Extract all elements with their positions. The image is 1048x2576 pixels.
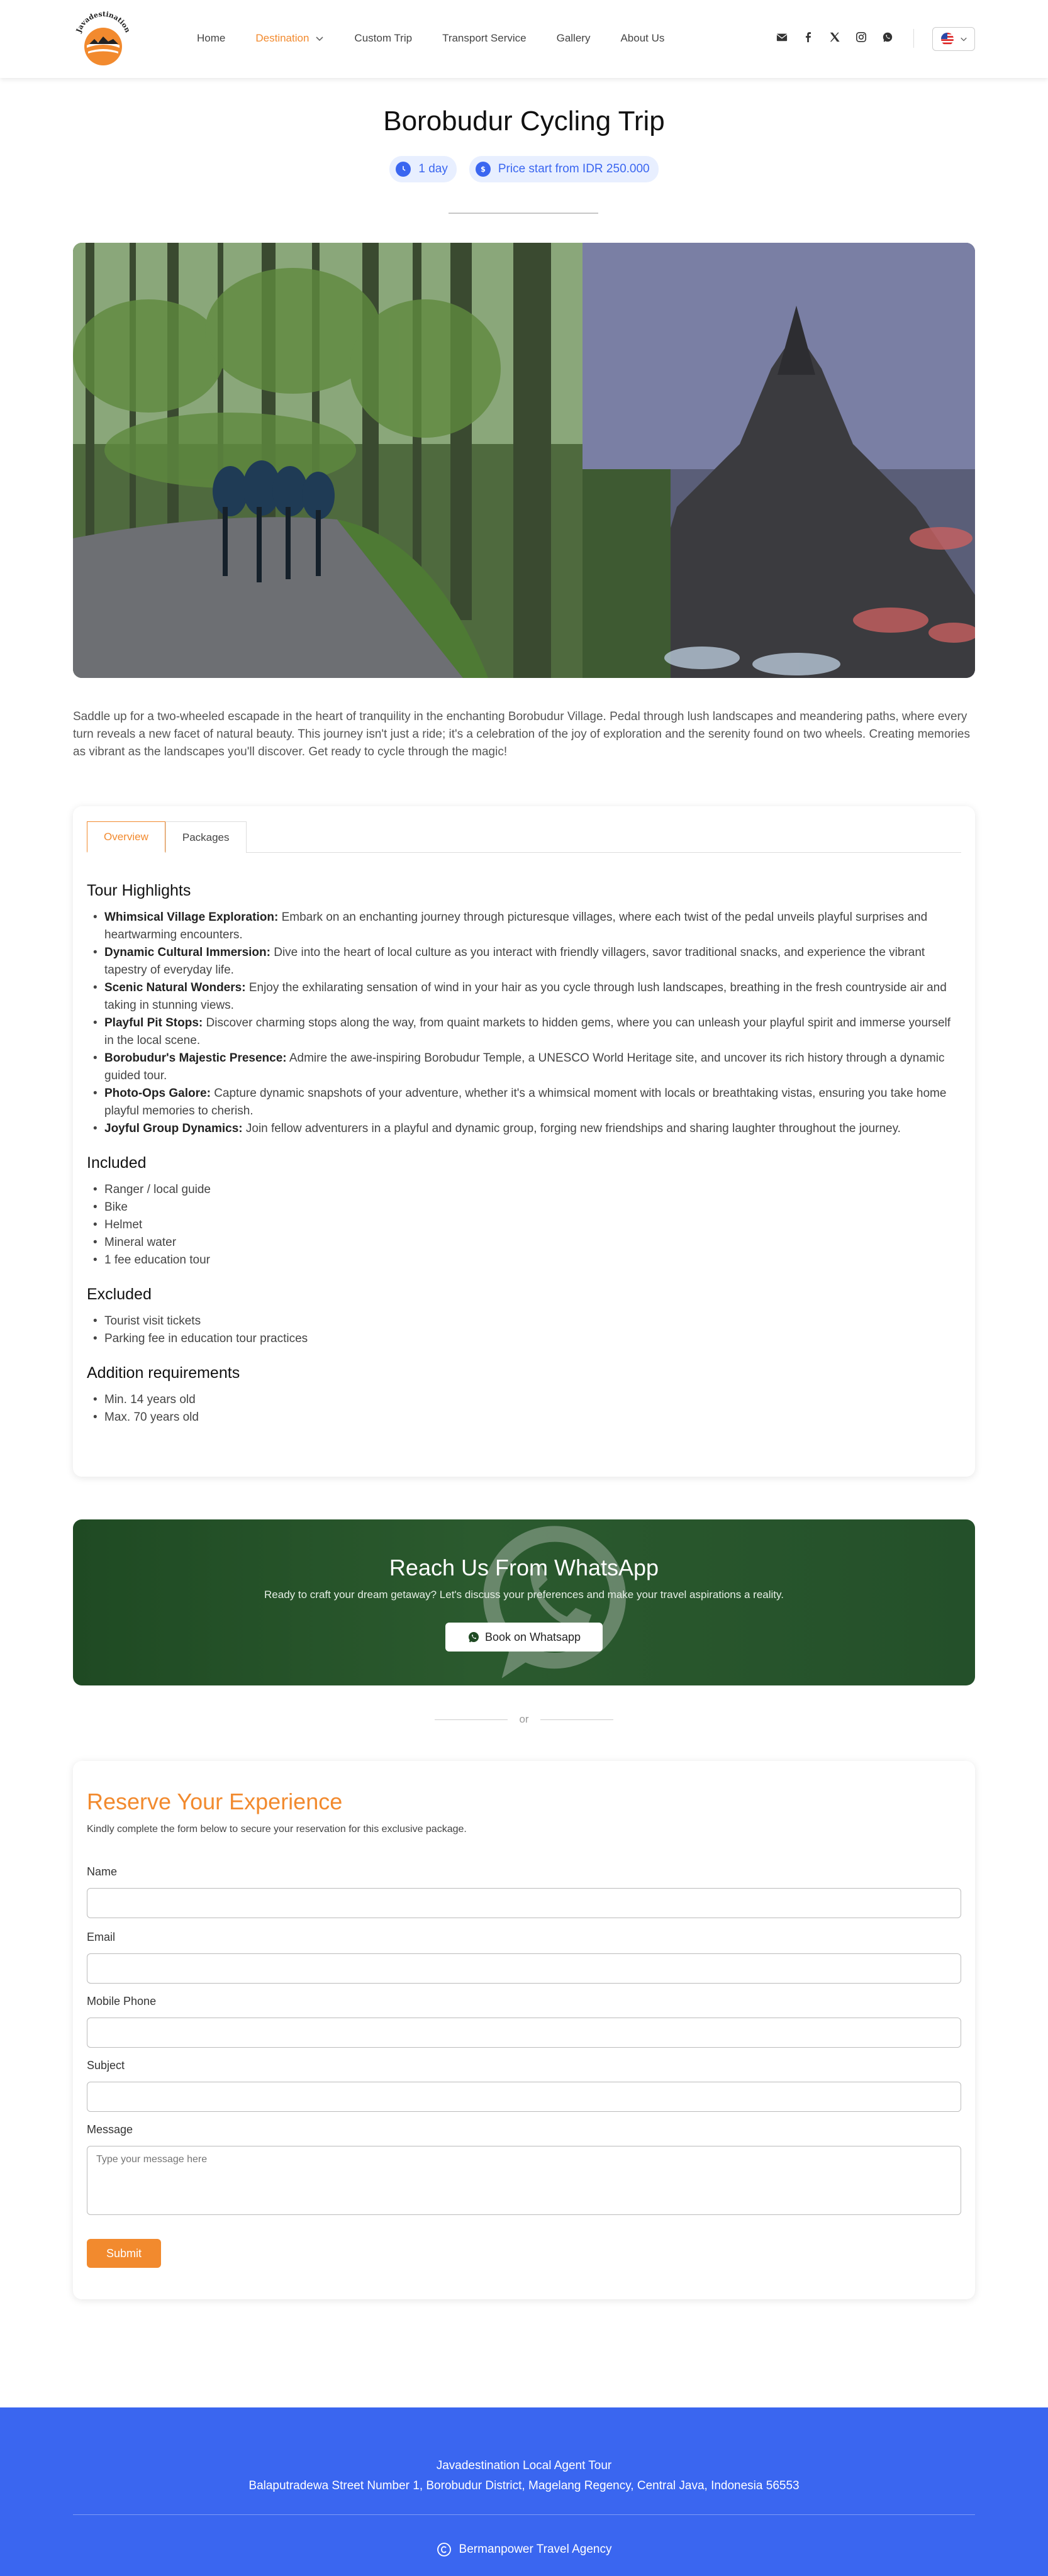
list-item	[87, 944, 961, 979]
list-item: • Helmet	[87, 1216, 961, 1234]
highlight-title: Playful Pit Stops:	[104, 1016, 203, 1030]
copyright-text: Bermanpower Travel Agency	[459, 2543, 612, 2556]
whatsapp-icon	[463, 1519, 639, 1685]
submit-button[interactable]: Submit	[87, 2239, 161, 2268]
footer-address: Balaputradewa Street Number 1, Borobudur District, Magelang Regency, Central Java, Indonesia 56553	[248, 2479, 800, 2492]
highlights-list	[87, 909, 961, 1138]
whatsapp-title: Reach Us From WhatsApp	[389, 1555, 659, 1580]
trip-badges	[0, 156, 1048, 182]
whatsapp-banner	[73, 1519, 975, 1685]
reservation-form	[73, 1761, 975, 2299]
svg-text:$: $	[480, 165, 486, 174]
list-item	[87, 979, 961, 1014]
tab-packages[interactable]: Packages	[165, 821, 247, 853]
highlight-title: Scenic Natural Wonders:	[104, 981, 246, 994]
overview-content	[87, 882, 961, 1443]
excluded-list	[87, 1313, 961, 1348]
list-item: • Max. 70 years old	[87, 1409, 961, 1426]
requirements-heading: Addition requirements	[87, 1364, 240, 1382]
requirements-list	[87, 1391, 961, 1426]
nav-destination[interactable]	[255, 32, 324, 45]
nav-custom-trip[interactable]: Custom Trip	[354, 32, 413, 44]
chevron-down-icon	[315, 34, 324, 43]
footer-copyright	[0, 2542, 1048, 2557]
name-label: Name	[87, 1865, 118, 1878]
list-item: • Tourist visit tickets	[87, 1313, 961, 1330]
nav-gallery[interactable]: Gallery	[556, 32, 591, 44]
excluded-heading: Excluded	[87, 1285, 152, 1303]
price-text: Price start from IDR 250.000	[498, 162, 650, 175]
highlight-text: Join fellow adventurers in a playful and dynamic group, forging new friendships and sharing laughter throughout the journey.	[245, 1122, 901, 1135]
header-divider	[913, 29, 914, 48]
x-icon[interactable]	[828, 30, 842, 44]
book-whatsapp-label: Book on Whatsapp	[484, 1630, 581, 1643]
footer-company: Javadestination Local Agent Tour	[436, 2459, 612, 2472]
trip-intro: Saddle up for a two-wheeled escapade in the heart of tranquility in the enchanting Borobudur Village. Pedal through lush landscapes and meandering paths, where every turn reveals a new facet of natural beauty. This journey isn't just a ride; it's a celebration of the joy of exploration and the serenity found on two wheels. Creating memories as vibrant as the landscapes you'll discover. Get ready to cycle through the magic!	[73, 710, 970, 758]
chevron-down-icon	[960, 35, 967, 43]
book-whatsapp-button[interactable]	[445, 1623, 603, 1652]
list-item	[87, 1050, 961, 1085]
main-nav	[197, 29, 694, 48]
mail-icon[interactable]	[775, 30, 789, 44]
included-list	[87, 1181, 961, 1269]
message-label: Message	[87, 2123, 133, 2136]
dollar-icon	[476, 162, 491, 177]
list-item: • Mineral water	[87, 1234, 961, 1252]
nav-destination-label: Destination	[255, 32, 309, 44]
message-input[interactable]	[87, 2146, 961, 2215]
included-heading: Included	[87, 1154, 147, 1172]
divider-line	[540, 1719, 613, 1720]
svg-text:Javadestination: Javadestination	[74, 9, 132, 34]
nav-transport-service[interactable]: Transport Service	[442, 32, 527, 44]
footer-divider	[73, 2514, 975, 2515]
phone-label: Mobile Phone	[87, 1995, 157, 2007]
list-item	[87, 909, 961, 944]
divider-line	[435, 1719, 508, 1720]
list-item	[87, 1014, 961, 1050]
copyright-icon	[437, 2542, 452, 2557]
social-links	[775, 30, 907, 44]
site-header	[0, 0, 1048, 78]
instagram-icon[interactable]	[854, 30, 868, 44]
email-input[interactable]	[87, 1953, 961, 1984]
highlight-title: Borobudur's Majestic Presence:	[104, 1052, 287, 1065]
highlight-title: Photo-Ops Galore:	[104, 1087, 211, 1100]
duration-text: 1 day	[418, 162, 448, 175]
tab-overview[interactable]: Overview	[87, 821, 165, 853]
page-title: Borobudur Cycling Trip	[383, 106, 665, 136]
details-card	[73, 806, 975, 1477]
facebook-icon[interactable]	[801, 30, 815, 44]
subject-input[interactable]	[87, 2082, 961, 2112]
nav-about-us[interactable]: About Us	[620, 32, 665, 44]
or-divider	[0, 1713, 1048, 1726]
highlight-text: Dive into the heart of local culture as you interact with friendly villagers, savor traditional snacks, and experience the vibrant tapestry of everyday life.	[104, 946, 925, 977]
title-divider	[449, 213, 598, 214]
language-selector[interactable]	[932, 27, 975, 51]
list-item: • Parking fee in education tour practices	[87, 1330, 961, 1348]
brand-logo[interactable]	[70, 8, 136, 70]
phone-input[interactable]	[87, 2018, 961, 2048]
highlight-text: Capture dynamic snapshots of your adventure, whether it's a whimsical moment with locals or breathtaking vistas, ensuring you take home playful memories to cherish.	[104, 1087, 947, 1118]
or-text: or	[519, 1713, 529, 1725]
highlights-heading: Tour Highlights	[87, 882, 191, 899]
highlight-title: Dynamic Cultural Immersion:	[104, 946, 270, 959]
list-item: • Ranger / local guide	[87, 1181, 961, 1199]
hero-image	[73, 243, 975, 678]
nav-home[interactable]: Home	[197, 32, 226, 44]
whatsapp-subtitle: Ready to craft your dream getaway? Let's discuss your preferences and make your travel aspirations a reality.	[264, 1589, 784, 1601]
price-badge	[469, 156, 659, 182]
subject-label: Subject	[87, 2059, 125, 2072]
highlight-text: Discover charming stops along the way, from quaint markets to hidden gems, where you can unleash your playful spirit and immerse yourself in the local scene.	[104, 1016, 951, 1047]
email-label: Email	[87, 1931, 116, 1943]
highlight-text: Admire the awe-inspiring Borobudur Temple, a UNESCO World Heritage site, and uncover its rich history through a dynamic guided tour.	[104, 1052, 945, 1082]
list-item: • Bike	[87, 1199, 961, 1216]
highlight-text: Enjoy the exhilarating sensation of wind in your hair as you cycle through lush landscapes, breathing in the fresh countryside air and taking in stunning views.	[104, 981, 947, 1012]
us-flag-icon	[940, 31, 955, 47]
whatsapp-icon[interactable]	[881, 30, 895, 44]
form-subtitle: Kindly complete the form below to secure your reservation for this exclusive package.	[87, 1824, 467, 1835]
highlight-title: Whimsical Village Exploration:	[104, 911, 279, 924]
list-item: • 1 fee education tour	[87, 1252, 961, 1269]
duration-badge	[389, 156, 456, 182]
site-footer	[0, 2407, 1048, 2576]
highlight-text: Embark on an enchanting journey through picturesque villages, where each twist of the pedal unveils playful surprises and heartwarming encounters.	[104, 911, 928, 941]
list-item	[87, 1085, 961, 1120]
form-title: Reserve Your Experience	[87, 1789, 343, 1814]
clock-icon	[396, 162, 411, 177]
whatsapp-icon	[467, 1631, 480, 1643]
highlight-title: Joyful Group Dynamics:	[104, 1122, 243, 1135]
details-tabs	[87, 821, 961, 853]
list-item: • Min. 14 years old	[87, 1391, 961, 1409]
list-item	[87, 1120, 961, 1138]
name-input[interactable]	[87, 1888, 961, 1918]
